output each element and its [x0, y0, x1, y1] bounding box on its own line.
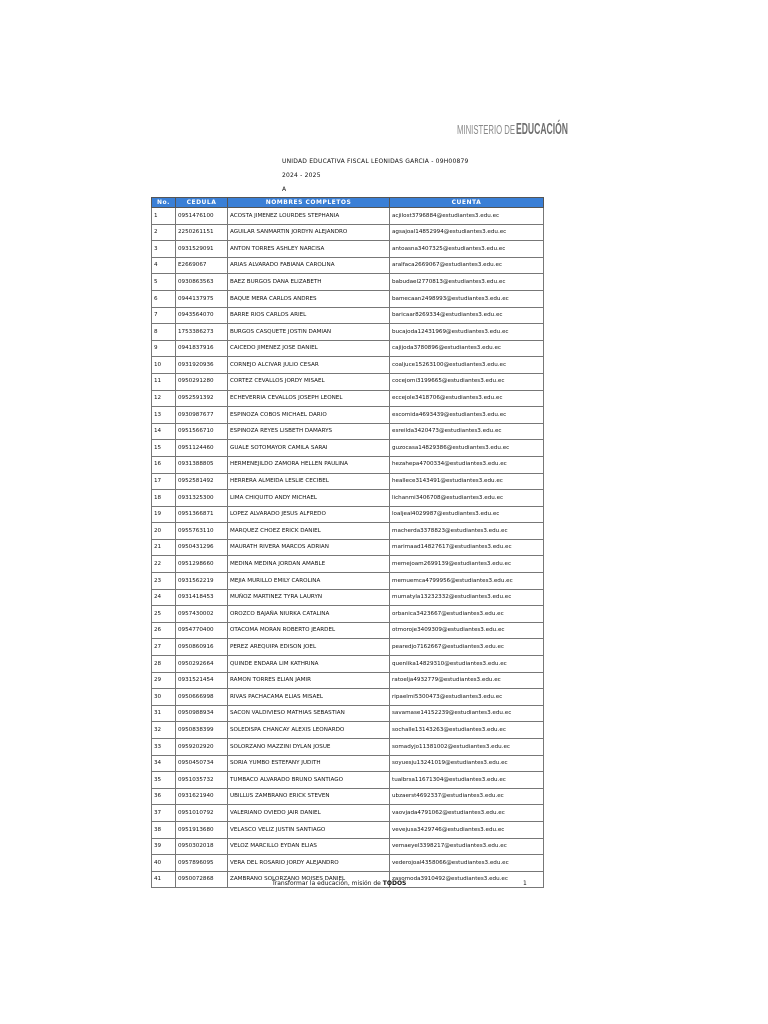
- table-row: [152, 622, 544, 639]
- email-account-cell: tualbrsa11671304@estudiantes3.edu.ec: [390, 772, 544, 789]
- row-number: 33: [152, 739, 176, 756]
- full-name-cell: HERMENEJILDO ZAMORA HELLEN PAULINA: [228, 456, 390, 473]
- table-row: [152, 506, 544, 523]
- logo-prefix: MINISTERIO DE: [457, 122, 516, 137]
- row-number: 2: [152, 224, 176, 241]
- table-row: [152, 307, 544, 324]
- table-row: [152, 606, 544, 623]
- page-number: 1: [523, 880, 527, 887]
- table-row: [152, 639, 544, 656]
- full-name-cell: ANTON TORRES ASHLEY NARCISA: [228, 241, 390, 258]
- email-account-cell: bamecaan2498993@estudiantes3.edu.ec: [390, 290, 544, 307]
- row-number: 8: [152, 324, 176, 341]
- full-name-cell: UBILLUS ZAMBRANO ERICK STEVEN: [228, 788, 390, 805]
- cedula-cell: 0930987677: [176, 407, 228, 424]
- table-row: [152, 656, 544, 673]
- footer-text: Transformar la educación, misión de: [272, 880, 383, 887]
- cedula-cell: 0931325300: [176, 490, 228, 507]
- email-account-cell: babudael2770813@estudiantes3.edu.ec: [390, 274, 544, 291]
- row-number: 41: [152, 871, 176, 888]
- full-name-cell: VELASCO VELIZ JUSTIN SANTIAGO: [228, 821, 390, 838]
- full-name-cell: CAICEDO JIMENEZ JOSE DANIEL: [228, 340, 390, 357]
- cedula-cell: 0950450734: [176, 755, 228, 772]
- footer-slogan: [272, 880, 406, 887]
- full-name-cell: ACOSTA JIMENEZ LOURDES STEPHANIA: [228, 208, 390, 225]
- full-name-cell: GUALE SOTOMAYOR CAMILA SARAI: [228, 440, 390, 457]
- cedula-cell: 0954770400: [176, 622, 228, 639]
- row-number: 4: [152, 257, 176, 274]
- table-row: [152, 373, 544, 390]
- full-name-cell: MEDINA MEDINA JORDAN AMABLE: [228, 556, 390, 573]
- cedula-cell: 1753386273: [176, 324, 228, 341]
- email-account-cell: vaovjada4791062@estudiantes3.edu.ec: [390, 805, 544, 822]
- email-account-cell: ubzaerst4692337@estudiantes3.edu.ec: [390, 788, 544, 805]
- full-name-cell: CORNEJO ALCIVAR JULIO CESAR: [228, 357, 390, 374]
- email-account-cell: agsajoal14852994@estudiantes3.edu.ec: [390, 224, 544, 241]
- email-account-cell: cocejomi3199665@estudiantes3.edu.ec: [390, 373, 544, 390]
- full-name-cell: ECHEVERRIA CEVALLOS JOSEPH LEONEL: [228, 390, 390, 407]
- footer-emphasis: TODOS: [382, 880, 407, 887]
- table-row: [152, 788, 544, 805]
- row-number: 20: [152, 523, 176, 540]
- cedula-cell: 0950666998: [176, 689, 228, 706]
- email-account-cell: antoasna3407325@estudiantes3.edu.ec: [390, 241, 544, 258]
- full-name-cell: HERRERA ALMEIDA LESLIE CECIBEL: [228, 473, 390, 490]
- cedula-cell: 0951476100: [176, 208, 228, 225]
- table-row: [152, 539, 544, 556]
- column-header-account: CUENTA: [390, 198, 544, 208]
- column-header-names: NOMBRES COMPLETOS: [228, 198, 390, 208]
- table-row: [152, 689, 544, 706]
- cedula-cell: 0951010792: [176, 805, 228, 822]
- table-row: [152, 456, 544, 473]
- full-name-cell: RAMON TORRES ELIAN JAMIR: [228, 672, 390, 689]
- row-number: 18: [152, 490, 176, 507]
- table-row: [152, 224, 544, 241]
- row-number: 21: [152, 539, 176, 556]
- table-row: [152, 490, 544, 507]
- full-name-cell: BARRE RIOS CARLOS ARIEL: [228, 307, 390, 324]
- table-row: [152, 473, 544, 490]
- email-account-cell: mumatyla13232332@estudiantes3.edu.ec: [390, 589, 544, 606]
- cedula-cell: 0951035732: [176, 772, 228, 789]
- table-row: [152, 805, 544, 822]
- table-row: [152, 722, 544, 739]
- table-row: [152, 423, 544, 440]
- full-name-cell: OTACOMA MORAN ROBERTO JEARDEL: [228, 622, 390, 639]
- full-name-cell: ARIAS ALVARADO FABIANA CAROLINA: [228, 257, 390, 274]
- row-number: 30: [152, 689, 176, 706]
- row-number: 23: [152, 573, 176, 590]
- full-name-cell: BAEZ BURGOS DANA ELIZABETH: [228, 274, 390, 291]
- row-number: 31: [152, 705, 176, 722]
- email-account-cell: baricaar8269334@estudiantes3.edu.ec: [390, 307, 544, 324]
- full-name-cell: VERA DEL ROSARIO JORDY ALEJANDRO: [228, 855, 390, 872]
- row-number: 38: [152, 821, 176, 838]
- email-account-cell: somadyjo11381002@estudiantes3.edu.ec: [390, 739, 544, 756]
- table-row: [152, 340, 544, 357]
- email-account-cell: sochalle13143263@estudiantes3.edu.ec: [390, 722, 544, 739]
- full-name-cell: SOLORZANO MAZZINI DYLAN JOSUE: [228, 739, 390, 756]
- email-account-cell: orbanica3423667@estudiantes3.edu.ec: [390, 606, 544, 623]
- cedula-cell: 0943564070: [176, 307, 228, 324]
- row-number: 34: [152, 755, 176, 772]
- column-header-cedula: CEDULA: [176, 198, 228, 208]
- logo-emphasis: EDUCA: [516, 121, 573, 138]
- cedula-cell: 0931418453: [176, 589, 228, 606]
- email-account-cell: acjilost3796884@estudiantes3.edu.ec: [390, 208, 544, 225]
- table-row: [152, 357, 544, 374]
- cedula-cell: 0951913680: [176, 821, 228, 838]
- row-number: 28: [152, 656, 176, 673]
- row-number: 26: [152, 622, 176, 639]
- table-header-row: [152, 198, 544, 208]
- email-account-cell: savamase14152239@estudiantes3.edu.ec: [390, 705, 544, 722]
- cedula-cell: 0950838399: [176, 722, 228, 739]
- full-name-cell: ESPINOZA REYES LISBETH DAMARYS: [228, 423, 390, 440]
- email-account-cell: lichanmi3406708@estudiantes3.edu.ec: [390, 490, 544, 507]
- full-name-cell: TUMBACO ALVARADO BRUNO SANTIAGO: [228, 772, 390, 789]
- cedula-cell: 0931621940: [176, 788, 228, 805]
- email-account-cell: vevejusa3429746@estudiantes3.edu.ec: [390, 821, 544, 838]
- cedula-cell: 0951566710: [176, 423, 228, 440]
- row-number: 29: [152, 672, 176, 689]
- table-row: [152, 241, 544, 258]
- full-name-cell: BAQUE MERA CARLOS ANDRES: [228, 290, 390, 307]
- row-number: 13: [152, 407, 176, 424]
- table-row: [152, 838, 544, 855]
- table-row: [152, 739, 544, 756]
- full-name-cell: MEJIA MURILLO EMILY CAROLINA: [228, 573, 390, 590]
- email-account-cell: esreilda3420473@estudiantes3.edu.ec: [390, 423, 544, 440]
- row-number: 1: [152, 208, 176, 225]
- email-account-cell: cajijoda3780896@estudiantes3.edu.ec: [390, 340, 544, 357]
- email-account-cell: eccejole3418706@estudiantes3.edu.ec: [390, 390, 544, 407]
- row-number: 37: [152, 805, 176, 822]
- cedula-cell: E2669067: [176, 257, 228, 274]
- cedula-cell: 0950291280: [176, 373, 228, 390]
- full-name-cell: VALERIANO OVIEDO JAIR DANIEL: [228, 805, 390, 822]
- cedula-cell: 0950302018: [176, 838, 228, 855]
- cedula-cell: 0952591392: [176, 390, 228, 407]
- full-name-cell: MARQUEZ CHOEZ ERICK DANIEL: [228, 523, 390, 540]
- full-name-cell: RIVAS PACHACAMA ELIAS MISAEL: [228, 689, 390, 706]
- cedula-cell: 0959202920: [176, 739, 228, 756]
- email-account-cell: loaljeal4029987@estudiantes3.edu.ec: [390, 506, 544, 523]
- table-row: [152, 274, 544, 291]
- email-account-cell: ratoelja4932779@estudiantes3.edu.ec: [390, 672, 544, 689]
- cedula-cell: 0931529091: [176, 241, 228, 258]
- email-account-cell: quenlika14829310@estudiantes3.edu.ec: [390, 656, 544, 673]
- cedula-cell: 0951124460: [176, 440, 228, 457]
- row-number: 7: [152, 307, 176, 324]
- email-account-cell: otmoroje3409309@estudiantes3.edu.ec: [390, 622, 544, 639]
- table-row: [152, 290, 544, 307]
- row-number: 16: [152, 456, 176, 473]
- table-row: [152, 589, 544, 606]
- row-number: 25: [152, 606, 176, 623]
- full-name-cell: ZAMBRANO SOLORZANO MOISES DANIEL: [228, 871, 390, 888]
- full-name-cell: BURGOS CASQUETE JOSTIN DAMIAN: [228, 324, 390, 341]
- table-row: [152, 855, 544, 872]
- email-account-cell: escomida4693439@estudiantes3.edu.ec: [390, 407, 544, 424]
- row-number: 40: [152, 855, 176, 872]
- table-row: [152, 821, 544, 838]
- table-row: [152, 556, 544, 573]
- cedula-cell: 0950988934: [176, 705, 228, 722]
- email-account-cell: hezahepa4700334@estudiantes3.edu.ec: [390, 456, 544, 473]
- row-number: 3: [152, 241, 176, 258]
- cedula-cell: 0951298660: [176, 556, 228, 573]
- table-row: [152, 407, 544, 424]
- full-name-cell: CORTEZ CEVALLOS JORDY MISAEL: [228, 373, 390, 390]
- row-number: 19: [152, 506, 176, 523]
- full-name-cell: PEREZ AREQUIPA EDISON JOEL: [228, 639, 390, 656]
- full-name-cell: MAURATH RIVERA MARCOS ADRIAN: [228, 539, 390, 556]
- full-name-cell: LOPEZ ALVARADO JESUS ALFREDO: [228, 506, 390, 523]
- table-row: [152, 324, 544, 341]
- cedula-cell: 0952581492: [176, 473, 228, 490]
- email-account-cell: pearedjo7162667@estudiantes3.edu.ec: [390, 639, 544, 656]
- cedula-cell: 0950072868: [176, 871, 228, 888]
- table-row: [152, 440, 544, 457]
- email-account-cell: memejoam2699139@estudiantes3.edu.ec: [390, 556, 544, 573]
- row-number: 5: [152, 274, 176, 291]
- cedula-cell: 2250261151: [176, 224, 228, 241]
- full-name-cell: ESPINOZA COBOS MICHAEL DARIO: [228, 407, 390, 424]
- cedula-cell: 0950292664: [176, 656, 228, 673]
- table-row: [152, 672, 544, 689]
- table-row: [152, 705, 544, 722]
- row-number: 36: [152, 788, 176, 805]
- email-account-cell: vederojoal4358066@estudiantes3.edu.ec: [390, 855, 544, 872]
- row-number: 14: [152, 423, 176, 440]
- full-name-cell: SACON VALDIVIESO MATHIAS SEBASTIAN: [228, 705, 390, 722]
- row-number: 17: [152, 473, 176, 490]
- row-number: 27: [152, 639, 176, 656]
- cedula-cell: 0930863563: [176, 274, 228, 291]
- cedula-cell: 0957896095: [176, 855, 228, 872]
- table-row: [152, 390, 544, 407]
- full-name-cell: QUINDE ENDARA LIM KATHRINA: [228, 656, 390, 673]
- cedula-cell: 0950431296: [176, 539, 228, 556]
- row-number: 22: [152, 556, 176, 573]
- email-account-cell: macherda3378823@estudiantes3.edu.ec: [390, 523, 544, 540]
- row-number: 9: [152, 340, 176, 357]
- cedula-cell: 0955763110: [176, 523, 228, 540]
- email-account-cell: ripaelmi5300473@estudiantes3.edu.ec: [390, 689, 544, 706]
- full-name-cell: SORIA YUMBO ESTEFANY JUDITH: [228, 755, 390, 772]
- full-name-cell: OROZCO BAJAÑA NIURKA CATALINA: [228, 606, 390, 623]
- class-section: A: [282, 186, 287, 193]
- row-number: 32: [152, 722, 176, 739]
- email-account-cell: vemaeyel3398217@estudiantes3.edu.ec: [390, 838, 544, 855]
- institution-name: UNIDAD EDUCATIVA FISCAL LEONIDAS GARCIA - 09H00879: [282, 158, 469, 165]
- row-number: 15: [152, 440, 176, 457]
- cedula-cell: 0931562219: [176, 573, 228, 590]
- table-row: [152, 523, 544, 540]
- full-name-cell: SOLEDISPA CHANCAY ALEXIS LEONARDO: [228, 722, 390, 739]
- email-account-cell: guzocasa14829386@estudiantes3.edu.ec: [390, 440, 544, 457]
- cedula-cell: 0957430002: [176, 606, 228, 623]
- table-row: [152, 257, 544, 274]
- cedula-cell: 0944137975: [176, 290, 228, 307]
- row-number: 35: [152, 772, 176, 789]
- cedula-cell: 0950860916: [176, 639, 228, 656]
- student-table: [151, 197, 544, 888]
- table-row: [152, 755, 544, 772]
- table-row: [152, 208, 544, 225]
- full-name-cell: LIMA CHIQUITO ANDY MICHAEL: [228, 490, 390, 507]
- email-account-cell: marimaad14827617@estudiantes3.edu.ec: [390, 539, 544, 556]
- email-account-cell: coaljuce15263100@estudiantes3.edu.ec: [390, 357, 544, 374]
- full-name-cell: VELOZ MARCILLO EYDAN ELIAS: [228, 838, 390, 855]
- cedula-cell: 0931388805: [176, 456, 228, 473]
- row-number: 11: [152, 373, 176, 390]
- table-row: [152, 772, 544, 789]
- row-number: 10: [152, 357, 176, 374]
- cedula-cell: 0931920936: [176, 357, 228, 374]
- row-number: 6: [152, 290, 176, 307]
- full-name-cell: MUÑOZ MARTINEZ TYRA LAURYN: [228, 589, 390, 606]
- email-account-cell: aralfaca2669067@estudiantes3.edu.ec: [390, 257, 544, 274]
- column-header-number: No.: [152, 198, 176, 208]
- table-body: [152, 208, 544, 888]
- cedula-cell: 0931521454: [176, 672, 228, 689]
- ministry-logo-graphic: [457, 112, 577, 142]
- ministry-logo: [457, 112, 577, 142]
- school-period: 2024 - 2025: [282, 172, 321, 179]
- full-name-cell: AGUILAR SANMARTIN JORDYN ALEJANDRO: [228, 224, 390, 241]
- email-account-cell: soyuesju13241019@estudiantes3.edu.ec: [390, 755, 544, 772]
- cedula-cell: 0951366871: [176, 506, 228, 523]
- row-number: 24: [152, 589, 176, 606]
- email-account-cell: memuemca4799956@estudiantes3.edu.ec: [390, 573, 544, 590]
- table-row: [152, 573, 544, 590]
- row-number: 12: [152, 390, 176, 407]
- row-number: 39: [152, 838, 176, 855]
- email-account-cell: bucajoda12431969@estudiantes3.edu.ec: [390, 324, 544, 341]
- email-account-cell: zasomoda3910492@estudiantes3.edu.ec: [390, 871, 544, 888]
- cedula-cell: 0941837916: [176, 340, 228, 357]
- email-account-cell: heallece3143491@estudiantes3.edu.ec: [390, 473, 544, 490]
